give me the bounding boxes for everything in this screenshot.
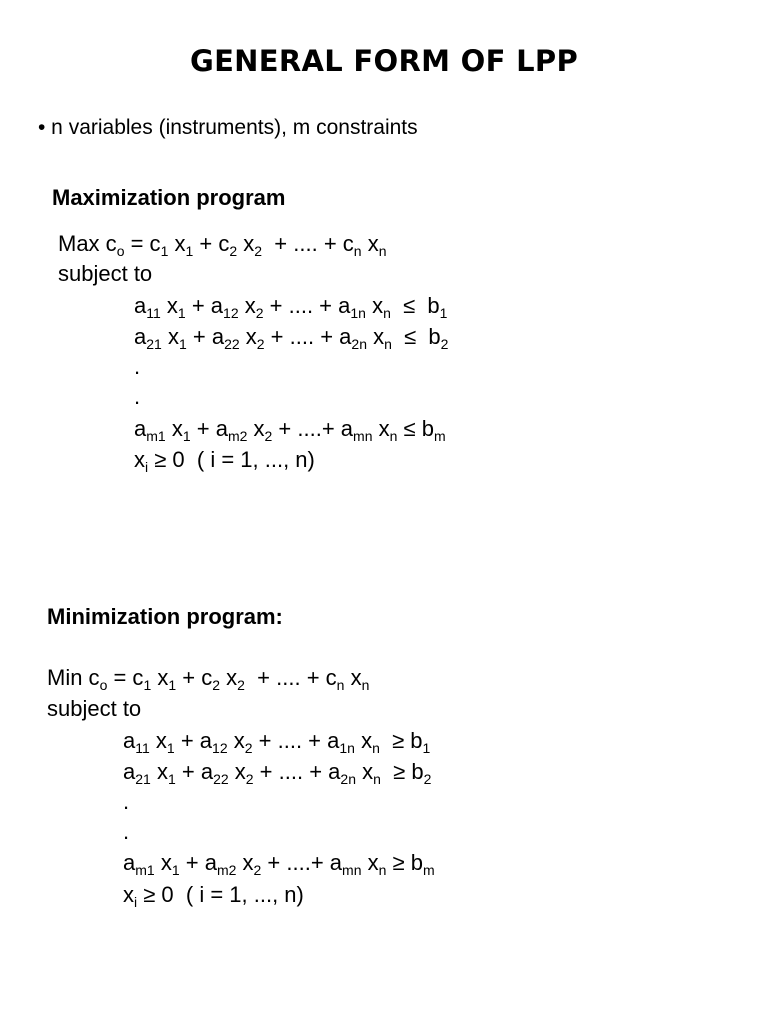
subscript: n (336, 677, 345, 693)
subscript: 2 (245, 771, 254, 787)
subscript: m (422, 862, 435, 878)
subscript: 2 (264, 428, 273, 444)
subscript: 1 (178, 336, 187, 352)
subscript: n (384, 336, 392, 352)
subscript: 2 (440, 336, 449, 352)
min-constraint-1: $a_{11}$ $x_1 + a_{12}$ $x_2$ + .... + $a_{1n}$ $x_n \ge b_1$ (123, 728, 431, 756)
subscript: 1 (182, 428, 191, 444)
subscript: n (378, 862, 387, 878)
subscript: 11 (146, 305, 161, 321)
subscript: n (372, 740, 380, 756)
bullet-point: • n variables (instruments), m constraints (38, 116, 418, 139)
min-ellipsis-dot-1: . (123, 789, 130, 814)
max-constraint-m: $a_{m1}$ $x_1 + a_{m2}$ $x_2$ + ....+ $a_{mn}$ $x_n \le b_m$ (134, 416, 446, 444)
subscript: n (353, 243, 362, 259)
subscript: 1 (439, 305, 448, 321)
min-constraint-m: $a_{m1}$ $x_1 + a_{m2}$ $x_2$ + ....+ $a_{mn}$ $x_n \ge b_m$ (123, 850, 435, 878)
subscript: 2 (255, 305, 264, 321)
subscript: 1 (160, 243, 169, 259)
min-nonnegativity: $x_i \ge 0$ ( i = 1, ..., n) (123, 882, 304, 910)
subscript: 1n (350, 305, 366, 321)
subscript: 2 (212, 677, 221, 693)
subscript: m2 (216, 862, 237, 878)
subscript: 2 (229, 243, 238, 259)
subscript: n (373, 771, 381, 787)
subscript: m2 (227, 428, 248, 444)
subscript: mn (342, 862, 362, 878)
subscript: n (378, 243, 387, 259)
max-objective: Max $c_o = c_1$ $x_1 + c_2$ $x_2$ + .... + $c_n$ $x_n$ (58, 231, 387, 259)
subscript: i (134, 894, 138, 910)
maximization-heading: Maximization program (52, 185, 286, 210)
subscript: 2 (244, 740, 253, 756)
subscript: 2 (256, 336, 265, 352)
minimization-heading: Minimization program: (47, 604, 283, 629)
max-ellipsis-dot-2: . (134, 384, 141, 409)
subscript: 2 (253, 862, 262, 878)
subscript: 2n (351, 336, 367, 352)
subscript: 22 (213, 771, 229, 787)
subscript: 11 (135, 740, 150, 756)
max-subject-to: subject to (58, 261, 153, 286)
subscript: n (389, 428, 398, 444)
min-objective: Min $c_o = c_1$ $x_1 + c_2$ $x_2$ + .... + $c_n$ $x_n$ (47, 665, 370, 693)
subscript: n (383, 305, 391, 321)
subscript: m (433, 428, 446, 444)
subscript: 1 (143, 677, 152, 693)
subscript: 22 (224, 336, 240, 352)
subscript: mn (353, 428, 373, 444)
min-subject-to: subject to (47, 696, 142, 721)
subscript: 1 (167, 771, 176, 787)
subscript: 2n (340, 771, 356, 787)
subscript: 21 (146, 336, 162, 352)
max-nonnegativity: $x_i \ge 0$ ( i = 1, ..., n) (134, 447, 315, 475)
subscript: 1n (339, 740, 355, 756)
subscript: i (145, 459, 149, 475)
max-constraint-1: $a_{11}$ $x_1 + a_{12}$ $x_2$ + .... + $a_{1n}$ $x_n \le b_1$ (134, 293, 448, 321)
subscript: 12 (223, 305, 239, 321)
subscript: o (116, 243, 125, 259)
subscript: 2 (423, 771, 432, 787)
subscript: 1 (185, 243, 194, 259)
min-constraint-2: $a_{21}$ $x_1 + a_{22}$ $x_2$ + .... + $a_{2n}$ $x_n \ge b_2$ (123, 759, 432, 787)
subscript: n (361, 677, 370, 693)
min-ellipsis-dot-2: . (123, 819, 130, 844)
subscript: m1 (135, 862, 155, 878)
subscript: 12 (212, 740, 228, 756)
subscript: 2 (237, 677, 245, 693)
subscript: 1 (166, 740, 175, 756)
max-constraint-2: $a_{21}$ $x_1 + a_{22}$ $x_2$ + .... + $a_{2n}$ $x_n \le b_2$ (134, 324, 449, 352)
subscript: o (99, 677, 108, 693)
page-title: GENERAL FORM OF LPP (189, 44, 579, 78)
max-ellipsis-dot-1: . (134, 354, 141, 379)
subscript: 1 (168, 677, 177, 693)
subscript: 1 (422, 740, 431, 756)
subscript: m1 (146, 428, 166, 444)
subscript: 21 (135, 771, 151, 787)
subscript: 1 (171, 862, 180, 878)
subscript: 1 (177, 305, 186, 321)
subscript: 2 (254, 243, 263, 259)
